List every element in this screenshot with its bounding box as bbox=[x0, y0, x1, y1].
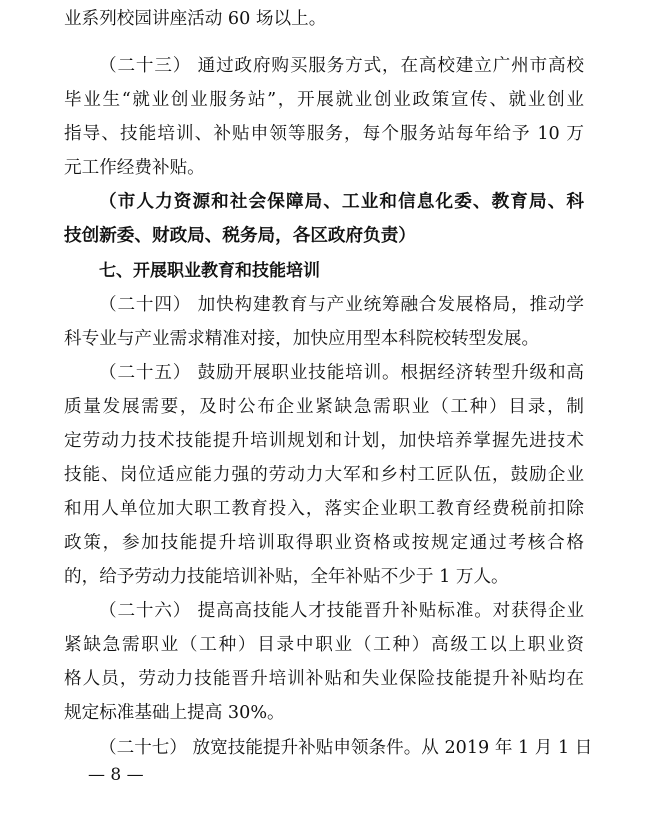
text-line-19: 紧缺急需职业（工种）目录中职业（工种）高级工以上职业资 bbox=[64, 635, 584, 655]
text-line-16: 政策，参加技能提升培训取得职业资格或按规定通过考核合格 bbox=[64, 533, 584, 553]
text-line-13: 定劳动力技术技能提升培训规划和计划，加快培养掌握先进技术 bbox=[64, 431, 584, 451]
text-line-4: 指导、技能培训、补贴申领等服务，每个服务站每年给予 10 万 bbox=[64, 124, 584, 144]
text-line-17: 的，给予劳动力技能培训补贴，全年补贴不少于 1 万人。 bbox=[64, 567, 509, 587]
text-line-14: 技能、岗位适应能力强的劳动力大军和乡村工匠队伍，鼓励企业 bbox=[64, 465, 584, 485]
text-line-7: 技创新委、财政局、税务局，各区政府负责） bbox=[64, 225, 416, 246]
text-line-18: （二十六） 提高高技能人才技能晋升补贴标准。对获得企业 bbox=[99, 601, 584, 621]
text-line-20: 格人员，劳动力技能晋升培训补贴和失业保险技能提升补贴均在 bbox=[64, 669, 584, 689]
text-line-10: 科专业与产业需求精准对接，加快应用型本科院校转型发展。 bbox=[64, 329, 540, 349]
text-line-2: （二十三） 通过政府购买服务方式，在高校建立广州市高校 bbox=[99, 56, 584, 76]
text-line-21: 规定标准基础上提高 30%。 bbox=[64, 703, 285, 723]
text-line-1: 业系列校园讲座活动 60 场以上。 bbox=[64, 9, 327, 29]
text-line-12: 质量发展需要，及时公布企业紧缺急需职业（工种）目录，制 bbox=[64, 397, 584, 417]
text-line-15: 和用人单位加大职工教育投入，落实企业职工教育经费税前扣除 bbox=[64, 499, 584, 519]
text-line-5: 元工作经费补贴。 bbox=[64, 158, 205, 178]
section-heading: 七、开展职业教育和技能培训 bbox=[99, 261, 320, 281]
text-line-9: （二十四） 加快构建教育与产业统筹融合发展格局，推动学 bbox=[99, 295, 584, 315]
text-line-6: （市人力资源和社会保障局、工业和信息化委、教育局、科 bbox=[99, 191, 584, 212]
text-line-3: 毕业生“就业创业服务站”，开展就业创业政策宣传、就业创业 bbox=[64, 90, 584, 110]
text-line-22: （二十七） 放宽技能提升补贴申领条件。从 2019 年 1 月 1 日 bbox=[99, 738, 593, 758]
text-line-11: （二十五） 鼓励开展职业技能培训。根据经济转型升级和高 bbox=[99, 363, 584, 383]
page-number: — 8 — bbox=[88, 765, 144, 785]
